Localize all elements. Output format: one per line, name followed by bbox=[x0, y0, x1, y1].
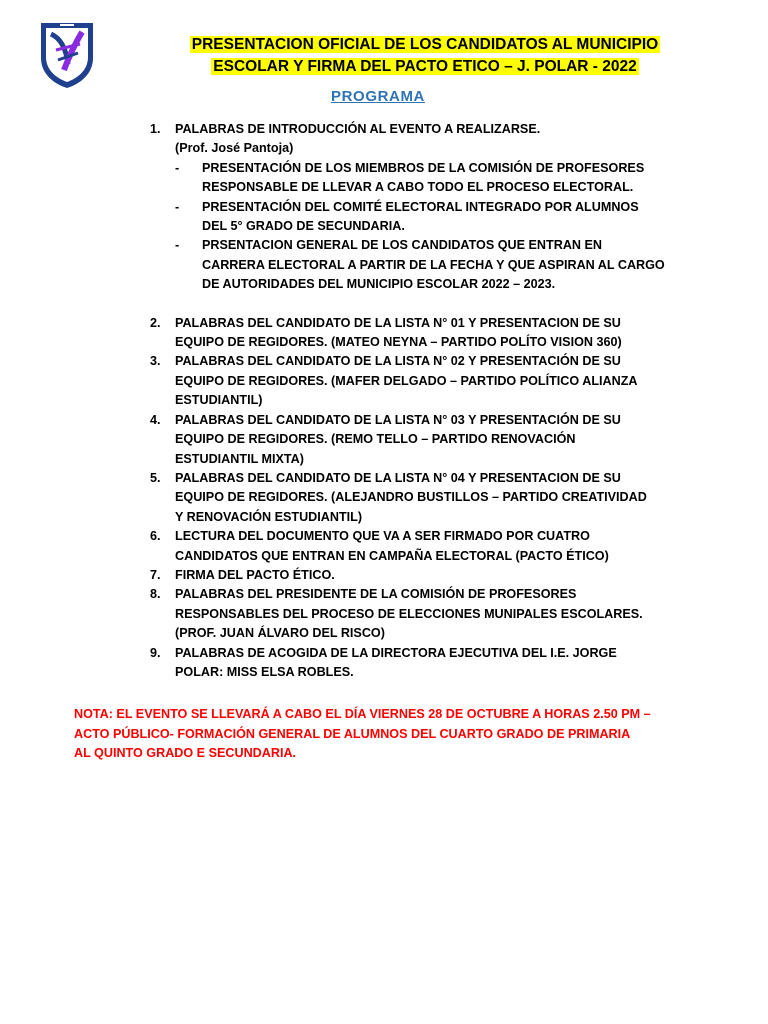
list-item bbox=[150, 644, 670, 683]
item-text: (Prof. José Pantoja) bbox=[175, 141, 294, 156]
item-text: CANDIDATOS QUE ENTRAN EN CAMPAÑA ELECTORAL (PACTO ÉTICO) bbox=[175, 548, 609, 563]
school-crest-icon bbox=[38, 20, 96, 90]
sub-item bbox=[175, 159, 670, 198]
sub-item-text: PRESENTACIÓN DEL COMITÉ ELECTORAL INTEGRADO POR ALUMNOS bbox=[202, 199, 639, 214]
item-text: ESTUDIANTIL) bbox=[175, 393, 263, 408]
note-text: ACTO PÚBLICO- FORMACIÓN GENERAL DE ALUMNOS DEL CUARTO GRADO DE PRIMARIA bbox=[74, 726, 631, 741]
item-text: RESPONSABLES DEL PROCESO DE ELECCIONES MUNIPALES ESCOLARES. bbox=[175, 606, 643, 621]
item-number: 3. bbox=[150, 354, 161, 369]
list-item bbox=[150, 585, 670, 643]
list-item bbox=[150, 469, 670, 527]
item-number: 2. bbox=[150, 315, 161, 330]
list-item bbox=[150, 566, 670, 585]
dash-bullet: - bbox=[175, 238, 180, 253]
dash-bullet: - bbox=[175, 199, 180, 214]
item-text: (PROF. JUAN ÁLVARO DEL RISCO) bbox=[175, 626, 385, 641]
item-text: FIRMA DEL PACTO ÉTICO. bbox=[175, 567, 335, 582]
list-item bbox=[150, 314, 670, 353]
item-number: 6. bbox=[150, 529, 161, 544]
list-item bbox=[150, 352, 670, 410]
item-number: 9. bbox=[150, 645, 161, 660]
note-text: AL QUINTO GRADO E SECUNDARIA. bbox=[74, 746, 297, 760]
sub-item-text: CARRERA ELECTORAL A PARTIR DE LA FECHA Y QUE ASPIRAN AL CARGO bbox=[202, 257, 665, 272]
item-text: EQUIPO DE REGIDORES. (ALEJANDRO BUSTILLOS – PARTIDO CREATIVIDAD bbox=[175, 490, 647, 505]
sub-item bbox=[175, 236, 670, 294]
event-note bbox=[74, 705, 674, 764]
item-number: 8. bbox=[150, 587, 161, 602]
sub-item-text: DE AUTORIDADES DEL MUNICIPIO ESCOLAR 2022 – 2023. bbox=[202, 277, 556, 292]
dash-bullet: - bbox=[175, 160, 180, 175]
note-text: NOTA: EL EVENTO SE LLEVARÁ A CABO EL DÍA VIERNES 28 DE OCTUBRE A HORAS 2.50 PM – bbox=[74, 707, 651, 721]
item-text: LECTURA DEL DOCUMENTO QUE VA A SER FIRMADO POR CUATRO bbox=[175, 529, 590, 544]
sub-item-text: DEL 5° GRADO DE SECUNDARIA. bbox=[202, 219, 405, 234]
item-text: PALABRAS DEL PRESIDENTE DE LA COMISIÓN DE PROFESORES bbox=[175, 587, 577, 602]
list-item bbox=[150, 120, 670, 295]
sub-item-text: PRESENTACIÓN DE LOS MIEMBROS DE LA COMISIÓN DE PROFESORES bbox=[202, 160, 645, 175]
item-number: 5. bbox=[150, 470, 161, 485]
document-title-line-1: PRESENTACION OFICIAL DE LOS CANDIDATOS AL MUNICIPIO bbox=[191, 36, 659, 53]
item-text: EQUIPO DE REGIDORES. (REMO TELLO – PARTIDO RENOVACIÓN bbox=[175, 432, 576, 447]
item-text: PALABRAS DEL CANDIDATO DE LA LISTA N° 04 Y PRESENTACION DE SU bbox=[175, 470, 621, 485]
sub-item bbox=[175, 198, 670, 237]
item-text: EQUIPO DE REGIDORES. (MATEO NEYNA – PARTIDO POLÍTO VISION 360) bbox=[175, 335, 622, 350]
item-text: ESTUDIANTIL MIXTA) bbox=[175, 451, 304, 466]
item-number: 4. bbox=[150, 412, 161, 427]
item-text: POLAR: MISS ELSA ROBLES. bbox=[175, 664, 354, 679]
item-text: Y RENOVACIÓN ESTUDIANTIL) bbox=[175, 509, 363, 524]
item-text: PALABRAS DEL CANDIDATO DE LA LISTA N° 02 Y PRESENTACIÓN DE SU bbox=[175, 354, 621, 369]
list-item bbox=[150, 527, 670, 566]
list-item bbox=[150, 411, 670, 469]
item-text: PALABRAS DEL CANDIDATO DE LA LISTA N° 03 Y PRESENTACIÓN DE SU bbox=[175, 412, 621, 427]
item-text: PALABRAS DEL CANDIDATO DE LA LISTA N° 01 Y PRESENTACION DE SU bbox=[175, 315, 621, 330]
sub-item-text: RESPONSABLE DE LLEVAR A CABO TODO EL PROCESO ELECTORAL. bbox=[202, 180, 634, 195]
sub-item-text: PRSENTACION GENERAL DE LOS CANDIDATOS QUE ENTRAN EN bbox=[202, 238, 602, 253]
item-text: PALABRAS DE ACOGIDA DE LA DIRECTORA EJECUTIVA DEL I.E. JORGE bbox=[175, 645, 617, 660]
item-number: 1. bbox=[150, 122, 161, 136]
item-text: EQUIPO DE REGIDORES. (MAFER DELGADO – PARTIDO POLÍTICO ALIANZA bbox=[175, 373, 638, 388]
document-title-line-2: ESCOLAR Y FIRMA DEL PACTO ETICO – J. POLAR - 2022 bbox=[213, 58, 637, 75]
program-list bbox=[150, 120, 670, 682]
item-text: PALABRAS DE INTRODUCCIÓN AL EVENTO A REALIZARSE. bbox=[175, 122, 541, 136]
item-number: 7. bbox=[150, 567, 161, 582]
program-heading: PROGRAMA bbox=[331, 88, 425, 105]
